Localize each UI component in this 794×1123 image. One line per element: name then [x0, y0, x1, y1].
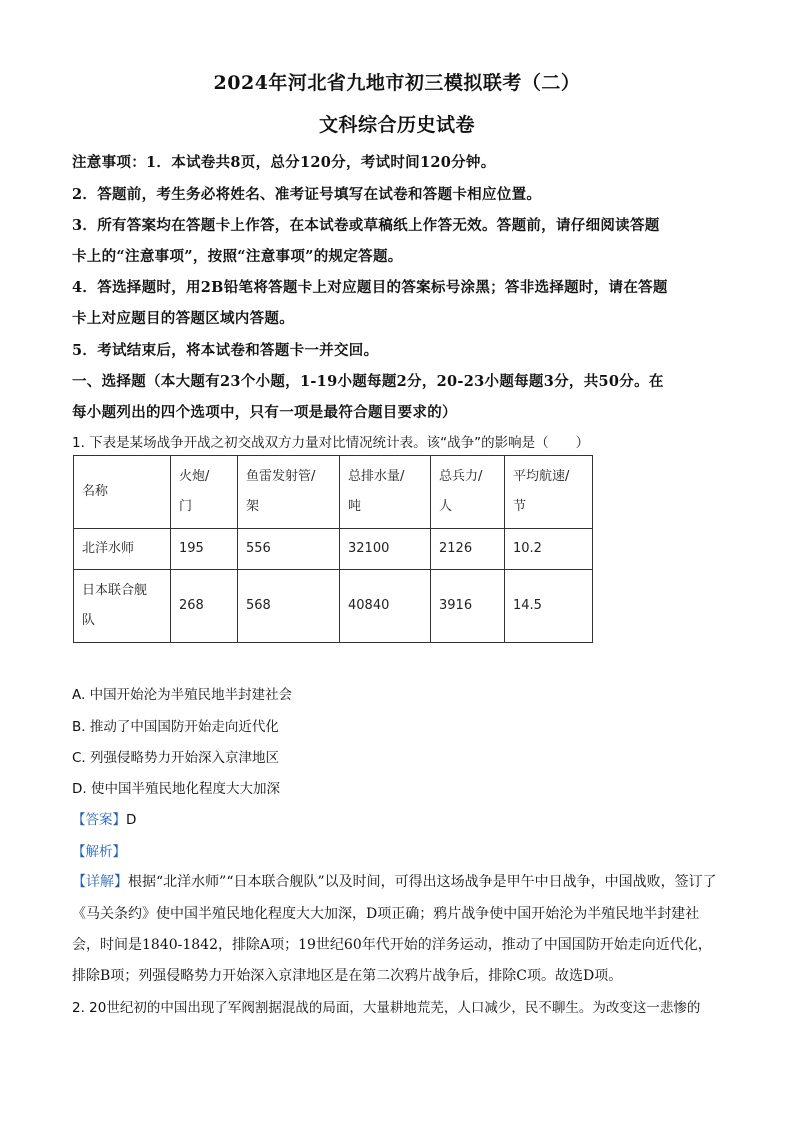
- detail-text: 根据“北洋水师”“日本联合舰队”以及时间，可得出这场战争是甲午中日战争，中国战败，签订了: [128, 874, 717, 890]
- table-cell: 40840: [340, 570, 431, 643]
- table-row: [74, 570, 593, 643]
- exam-title: 2024年河北省九地市初三模拟联考（二）: [213, 72, 581, 94]
- detail-line-1: [72, 871, 732, 891]
- exam-subtitle: 文科综合历史试卷: [318, 114, 475, 136]
- question-1-stem: 1. 下表是某场战争开战之初交战双方力量对比情况统计表。该“战争”的影响是（ ）: [72, 435, 590, 451]
- header-cell: 火炮/ 门: [171, 456, 238, 529]
- detail-line-2: 《马关条约》使中国半殖民地化程度大大加深，D项正确；鸦片战争使中国开始沦为半殖民地半封建社: [72, 906, 700, 922]
- answer-line: [72, 808, 732, 828]
- table-cell: 195: [171, 529, 238, 570]
- note-line-1: 注意事项：1．本试卷共8页，总分120分，考试时间120分钟。: [72, 154, 496, 171]
- header-cell: 总排水量/ 吨: [340, 456, 431, 529]
- question-2-stem: 2. 20世纪初的中国出现了军阀割据混战的局面，大量耕地荒芜，人口减少，民不聊生。为改变这一悲惨的: [72, 1000, 701, 1016]
- option-a: A. 中国开始沦为半殖民地半封建社会: [72, 687, 293, 703]
- section-heading-line-1: 一、选择题（本大题有23个小题，1-19小题每题2分，20-23小题每题3分，共50分。在: [72, 373, 664, 390]
- note-line-6: 卡上对应题目的答题区域内答题。: [72, 310, 294, 327]
- table-cell: 10.2: [505, 529, 593, 570]
- header-cell: 名称: [74, 456, 171, 529]
- header-cell: 总兵力/ 人: [431, 456, 505, 529]
- table-cell: 568: [238, 570, 340, 643]
- table-header-row: [74, 456, 593, 529]
- note-line-4: 卡上的“注意事项”，按照“注意事项”的规定答题。: [72, 248, 403, 265]
- table-cell: 556: [238, 529, 340, 570]
- section-heading-line-2: 每小题列出的四个选项中，只有一项是最符合题目要求的）: [72, 404, 457, 421]
- table-cell-name: 北洋水师: [74, 529, 171, 570]
- option-b: B. 推动了中国国防开始走向近代化: [72, 719, 279, 735]
- detail-line-3: 会，时间是1840-1842，排除A项；19世纪60年代开始的洋务运动，推动了中国国防开始走向近代化，: [72, 937, 712, 953]
- table-row: [74, 529, 593, 570]
- table-cell-name: 日本联合舰 队: [74, 570, 171, 643]
- note-line-2: 2．答题前，考生务必将姓名、准考证号填写在试卷和答题卡相应位置。: [72, 186, 542, 203]
- header-cell: 平均航速/ 节: [505, 456, 593, 529]
- note-line-7: 5．考试结束后，将本试卷和答题卡一并交回。: [72, 342, 379, 359]
- note-line-5: 4．答选择题时，用2B铅笔将答题卡上对应题目的答案标号涂黑；答非选择题时，请在答题: [72, 279, 668, 296]
- option-d: D. 使中国半殖民地化程度大大加深: [72, 781, 280, 797]
- analysis-tag: 【解析】: [72, 844, 126, 860]
- detail-line-4: 排除B项；列强侵略势力开始深入京津地区是在第二次鸦片战争后，排除C项。故选D项。: [72, 968, 623, 984]
- table-cell: 3916: [431, 570, 505, 643]
- option-c: C. 列强侵略势力开始深入京津地区: [72, 750, 280, 766]
- table-cell: 14.5: [505, 570, 593, 643]
- force-comparison-table: [73, 455, 593, 643]
- note-line-3: 3．所有答案均在答题卡上作答，在本试卷或草稿纸上作答无效。答题前，请仔细阅读答题: [72, 217, 660, 234]
- detail-tag: 【详解】: [72, 874, 128, 890]
- answer-tag: 【答案】: [72, 812, 126, 828]
- table-cell: 2126: [431, 529, 505, 570]
- table-cell: 32100: [340, 529, 431, 570]
- analysis-line: [72, 840, 732, 860]
- header-cell: 鱼雷发射管/ 架: [238, 456, 340, 529]
- answer-value: D: [126, 812, 137, 828]
- table-cell: 268: [171, 570, 238, 643]
